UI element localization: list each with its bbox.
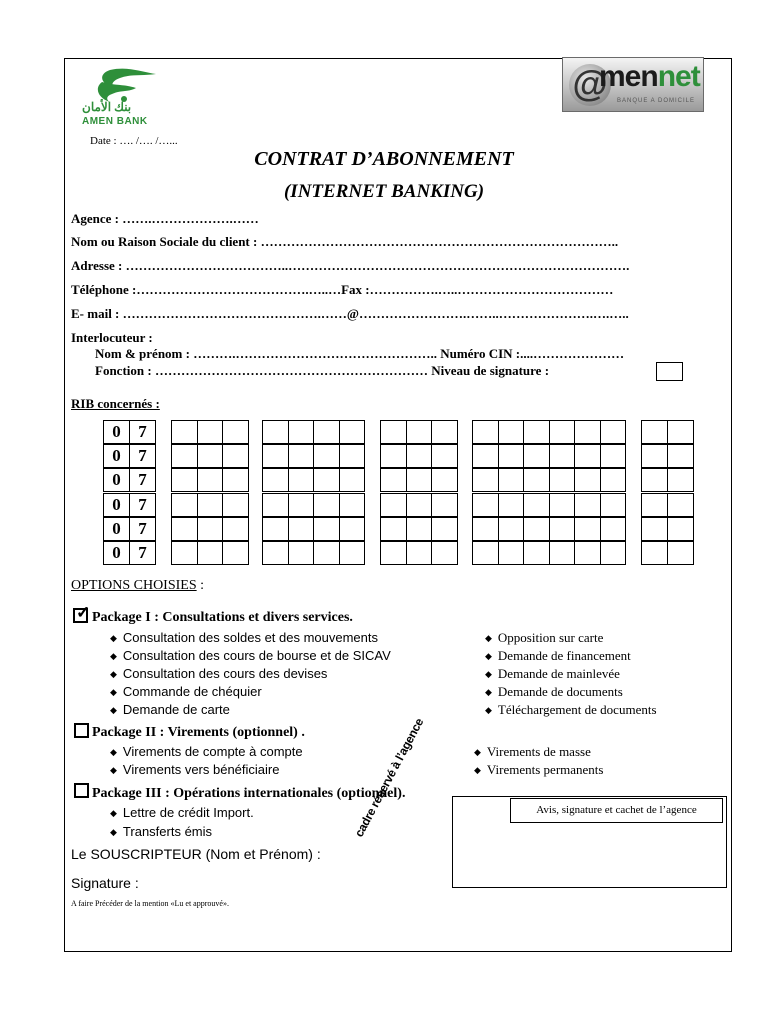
rib-cell[interactable] <box>171 468 198 492</box>
amennet-tagline: BANQUE A DOMICILE <box>617 98 696 104</box>
rib-cell[interactable] <box>667 444 694 468</box>
rib-cell[interactable] <box>380 420 407 444</box>
rib-cell[interactable] <box>288 493 315 517</box>
signature-label: Signature : <box>71 875 139 891</box>
diamond-bullet-icon: ◆ <box>485 705 492 715</box>
option-item-label: Transferts émis <box>122 824 213 839</box>
option-item-label: Consultation des soldes et des mouvements <box>122 630 379 645</box>
rib-prefix-digit: 7 <box>129 517 156 541</box>
checkbox-checked-icon[interactable] <box>73 603 91 623</box>
diamond-bullet-icon: ◆ <box>110 633 117 643</box>
rib-cell[interactable] <box>549 517 576 541</box>
rib-cell[interactable] <box>339 541 366 565</box>
rib-cell[interactable] <box>431 493 458 517</box>
rib-cell[interactable] <box>472 420 499 444</box>
rib-cell[interactable] <box>406 420 433 444</box>
rib-cell[interactable] <box>641 444 668 468</box>
option-item-label: Demande de financement <box>497 648 631 663</box>
rib-cell[interactable] <box>667 517 694 541</box>
rib-cell[interactable] <box>472 517 499 541</box>
option-item-label: Demande de carte <box>122 702 230 717</box>
rib-cell[interactable] <box>288 541 315 565</box>
rib-cell[interactable] <box>549 420 576 444</box>
package-3-label: Package III : Opérations internationales (optionnel). <box>92 786 406 801</box>
rib-cell[interactable] <box>288 468 315 492</box>
rib-cell[interactable] <box>406 541 433 565</box>
rib-cell[interactable] <box>667 541 694 565</box>
rib-prefix-digit: 7 <box>129 444 156 468</box>
rib-cell[interactable] <box>197 420 224 444</box>
option-item-label: Virements de compte à compte <box>122 744 303 759</box>
rib-cell[interactable] <box>574 468 601 492</box>
rib-cell[interactable] <box>406 444 433 468</box>
diamond-bullet-icon: ◆ <box>474 747 481 757</box>
amennet-wordmark-a: men <box>599 60 658 93</box>
rib-cell[interactable] <box>380 493 407 517</box>
rib-cell[interactable] <box>498 444 525 468</box>
souscripteur-label: Le SOUSCRIPTEUR (Nom et Prénom) : <box>71 846 321 862</box>
diamond-bullet-icon: ◆ <box>485 651 492 661</box>
amennet-wordmark <box>599 60 700 94</box>
rib-cell[interactable] <box>523 420 550 444</box>
diamond-bullet-icon: ◆ <box>485 669 492 679</box>
rib-cell[interactable] <box>197 541 224 565</box>
rib-cell[interactable] <box>339 493 366 517</box>
rib-cell[interactable] <box>549 493 576 517</box>
field-nom[interactable]: Nom ou Raison Sociale du client : ……………………………………………………………………….. <box>71 234 619 249</box>
rib-prefix-digit: 0 <box>103 517 130 541</box>
rib-cell[interactable] <box>641 493 668 517</box>
diamond-bullet-icon: ◆ <box>485 633 492 643</box>
field-nom-prenom-cin[interactable]: Nom & prénom : ……….……………………………………….. Numéro CIN :....………………… <box>95 346 625 361</box>
amen-bank-logo <box>80 64 160 134</box>
rib-cell[interactable] <box>600 541 627 565</box>
rib-cell[interactable] <box>641 420 668 444</box>
option-item <box>485 684 623 700</box>
rib-cell[interactable] <box>313 444 340 468</box>
rib-cell[interactable] <box>600 517 627 541</box>
option-item <box>110 762 279 777</box>
rib-cell[interactable] <box>171 517 198 541</box>
interlocuteur-label: Interlocuteur : <box>71 330 153 345</box>
rib-cell[interactable] <box>262 517 289 541</box>
rib-cell[interactable] <box>313 517 340 541</box>
option-item <box>474 744 591 760</box>
rib-cell[interactable] <box>600 420 627 444</box>
option-item <box>110 630 378 645</box>
contract-subtitle: (INTERNET BANKING) <box>283 181 485 202</box>
option-item-label: Virements permanents <box>486 762 604 777</box>
option-item-label: Commande de chéquier <box>122 684 262 699</box>
rib-cell[interactable] <box>472 468 499 492</box>
date-line: Date : …. /…. /…... <box>90 135 178 147</box>
rib-cell[interactable] <box>380 517 407 541</box>
rib-cell[interactable] <box>498 493 525 517</box>
field-fonction-niveau[interactable]: Fonction : ……………………………………………………… Niveau de signature : <box>95 363 550 378</box>
rib-cell[interactable] <box>574 493 601 517</box>
checkbox-empty-icon[interactable] <box>74 723 89 738</box>
option-item <box>110 805 254 820</box>
rib-cell[interactable] <box>523 517 550 541</box>
rib-cell[interactable] <box>549 541 576 565</box>
rib-cell[interactable] <box>667 468 694 492</box>
field-adresse[interactable]: Adresse : ………………………………..……………………………………………………………………. <box>71 258 630 273</box>
rib-cell[interactable] <box>222 444 249 468</box>
rib-cell[interactable] <box>574 444 601 468</box>
rib-cell[interactable] <box>574 517 601 541</box>
rib-prefix-digit: 0 <box>103 420 130 444</box>
option-item-label: Opposition sur carte <box>497 630 604 645</box>
rib-cell[interactable] <box>472 493 499 517</box>
reserved-agency-label: cadre réservé à l’agence <box>351 715 427 840</box>
option-item <box>485 702 657 718</box>
rib-cell[interactable] <box>380 541 407 565</box>
rib-cell[interactable] <box>380 444 407 468</box>
rib-cell[interactable] <box>431 541 458 565</box>
rib-cell[interactable] <box>667 493 694 517</box>
option-item-label: Lettre de crédit Import. <box>122 805 254 820</box>
rib-cell[interactable] <box>262 541 289 565</box>
rib-cell[interactable] <box>339 517 366 541</box>
option-item <box>110 824 212 839</box>
rib-cell[interactable] <box>574 420 601 444</box>
rib-cell[interactable] <box>262 444 289 468</box>
rib-label: RIB concernés : <box>71 396 160 411</box>
rib-cell[interactable] <box>171 420 198 444</box>
options-heading <box>71 578 204 594</box>
rib-cell[interactable] <box>431 444 458 468</box>
diamond-bullet-icon: ◆ <box>110 705 117 715</box>
rib-prefix-digit: 0 <box>103 493 130 517</box>
option-item-label: Demande de documents <box>497 684 623 699</box>
rib-cell[interactable] <box>171 493 198 517</box>
rib-cell[interactable] <box>380 468 407 492</box>
rib-cell[interactable] <box>313 493 340 517</box>
option-item <box>485 630 603 646</box>
field-agence[interactable]: Agence : …….……………….…… <box>71 211 259 226</box>
rib-cell[interactable] <box>313 468 340 492</box>
rib-cell[interactable] <box>222 468 249 492</box>
option-item <box>110 666 327 681</box>
diamond-bullet-icon: ◆ <box>110 765 117 775</box>
rib-cell[interactable] <box>549 468 576 492</box>
rib-prefix-digit: 7 <box>129 493 156 517</box>
rib-cell[interactable] <box>641 517 668 541</box>
rib-cell[interactable] <box>222 541 249 565</box>
option-item <box>485 666 620 682</box>
diamond-bullet-icon: ◆ <box>474 765 481 775</box>
bank-name: AMEN BANK <box>82 116 148 127</box>
rib-cell[interactable] <box>498 468 525 492</box>
option-item <box>485 648 631 664</box>
diamond-bullet-icon: ◆ <box>110 827 117 837</box>
rib-cell[interactable] <box>431 420 458 444</box>
bank-arabic-name: بنك الأمان <box>82 100 132 114</box>
option-item <box>474 762 603 778</box>
rib-cell[interactable] <box>171 444 198 468</box>
rib-cell[interactable] <box>641 468 668 492</box>
amennet-logo <box>562 57 704 112</box>
option-item-label: Virements vers bénéficiaire <box>122 762 280 777</box>
rib-cell[interactable] <box>523 444 550 468</box>
option-item-label: Consultation des cours des devises <box>122 666 328 681</box>
option-item-label: Virements de masse <box>486 744 591 759</box>
rib-cell[interactable] <box>197 468 224 492</box>
rib-prefix-digit: 7 <box>129 468 156 492</box>
checkbox-empty-icon[interactable] <box>74 783 89 798</box>
rib-cell[interactable] <box>667 420 694 444</box>
mention-note: A faire Précéder de la mention «Lu et approuvé». <box>71 899 229 908</box>
rib-cell[interactable] <box>641 541 668 565</box>
rib-cell[interactable] <box>262 493 289 517</box>
option-item-label: Téléchargement de documents <box>497 702 657 717</box>
rib-cell[interactable] <box>313 541 340 565</box>
rib-cell[interactable] <box>288 517 315 541</box>
option-item <box>110 744 303 759</box>
rib-cell[interactable] <box>288 444 315 468</box>
rib-cell[interactable] <box>406 493 433 517</box>
rib-prefix-digit: 0 <box>103 541 130 565</box>
diamond-bullet-icon: ◆ <box>110 747 117 757</box>
options-heading-suffix: : <box>196 578 205 593</box>
field-email[interactable]: E- mail : ……………………………………….……@…………………….……..………………….….….. <box>71 306 629 321</box>
agency-box-label: Avis, signature et cachet de l’agence <box>510 798 723 823</box>
rib-cell[interactable] <box>472 444 499 468</box>
diamond-bullet-icon: ◆ <box>110 687 117 697</box>
rib-cell[interactable] <box>549 444 576 468</box>
diamond-bullet-icon: ◆ <box>485 687 492 697</box>
rib-cell[interactable] <box>288 420 315 444</box>
rib-cell[interactable] <box>313 420 340 444</box>
rib-cell[interactable] <box>498 541 525 565</box>
rib-cell[interactable] <box>431 468 458 492</box>
rib-cell[interactable] <box>222 493 249 517</box>
amennet-wordmark-b: net <box>657 60 700 93</box>
rib-cell[interactable] <box>222 420 249 444</box>
rib-cell[interactable] <box>339 444 366 468</box>
rib-cell[interactable] <box>472 541 499 565</box>
rib-cell[interactable] <box>498 420 525 444</box>
option-item-label: Consultation des cours de bourse et de SICAV <box>122 648 391 663</box>
options-heading-text: OPTIONS CHOISIES <box>71 578 197 593</box>
option-item <box>110 684 262 699</box>
rib-prefix-digit: 0 <box>103 468 130 492</box>
signature-level-box[interactable] <box>656 362 683 381</box>
rib-cell[interactable] <box>523 468 550 492</box>
contract-title: CONTRAT D’ABONNEMENT <box>254 148 514 170</box>
at-sign-icon: @ <box>569 64 611 106</box>
field-telephone-fax[interactable]: Téléphone :………………………………….…..…Fax :…………….…..……………………………… <box>71 282 614 297</box>
rib-prefix-digit: 7 <box>129 420 156 444</box>
diamond-bullet-icon: ◆ <box>110 808 117 818</box>
rib-cell[interactable] <box>574 541 601 565</box>
rib-cell[interactable] <box>339 420 366 444</box>
rib-cell[interactable] <box>406 468 433 492</box>
rib-prefix-digit: 7 <box>129 541 156 565</box>
diamond-bullet-icon: ◆ <box>110 651 117 661</box>
rib-cell[interactable] <box>197 444 224 468</box>
diamond-bullet-icon: ◆ <box>110 669 117 679</box>
option-item <box>110 702 230 717</box>
package-2-label: Package II : Virements (optionnel) . <box>92 725 305 740</box>
rib-cell[interactable] <box>523 493 550 517</box>
rib-cell[interactable] <box>339 468 366 492</box>
rib-cell[interactable] <box>197 517 224 541</box>
rib-cell[interactable] <box>498 517 525 541</box>
checkmark-icon: ✓ <box>76 603 91 622</box>
rib-cell[interactable] <box>171 541 198 565</box>
rib-cell[interactable] <box>600 468 627 492</box>
rib-cell[interactable] <box>431 517 458 541</box>
rib-cell[interactable] <box>406 517 433 541</box>
rib-cell[interactable] <box>600 444 627 468</box>
option-item <box>110 648 391 663</box>
rib-cell[interactable] <box>222 517 249 541</box>
rib-cell[interactable] <box>523 541 550 565</box>
option-item-label: Demande de mainlevée <box>497 666 620 681</box>
rib-cell[interactable] <box>262 468 289 492</box>
rib-prefix-digit: 0 <box>103 444 130 468</box>
rib-cell[interactable] <box>197 493 224 517</box>
rib-cell[interactable] <box>600 493 627 517</box>
package-1-label: Package I : Consultations et divers services. <box>92 610 353 625</box>
rib-cell[interactable] <box>262 420 289 444</box>
